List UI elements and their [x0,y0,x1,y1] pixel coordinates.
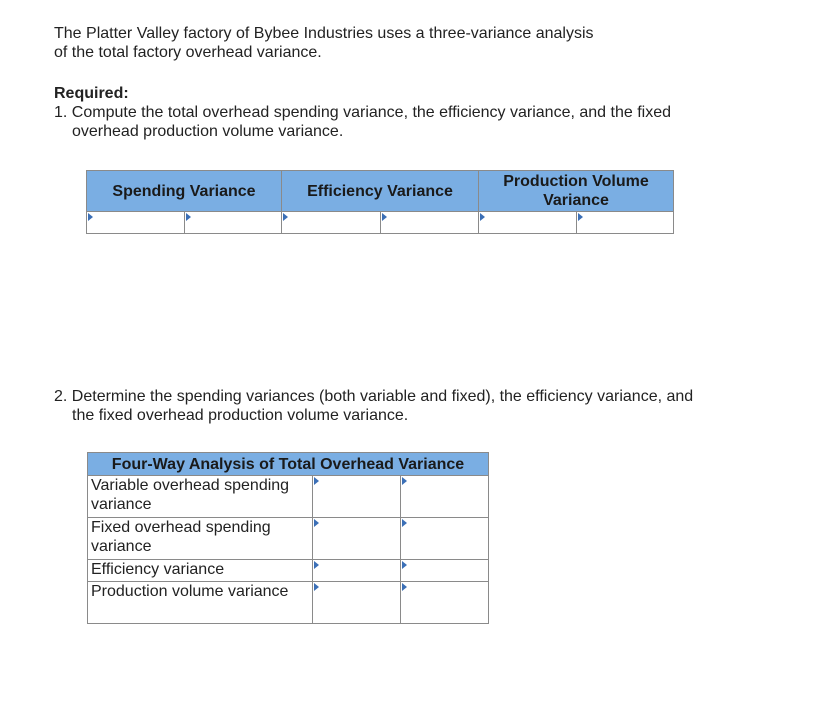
fixed-overhead-spending-type-input[interactable] [401,518,489,560]
header-spending-variance: Spending Variance [87,171,282,212]
row-label-variable-overhead-spending: Variable overhead spending variance [88,476,313,518]
three-variance-table [86,170,674,234]
efficiency-variance-amount-input[interactable] [282,212,381,234]
production-volume-variance-amount-input[interactable] [479,212,577,234]
dropdown-marker-icon [382,213,387,221]
row-label-fixed-overhead-spending: Fixed overhead spending variance [88,518,313,560]
efficiency-variance-type-input[interactable] [380,212,479,234]
question-2: 2. Determine the spending variances (both variable and fixed), the efficiency variance, and the fixed overhead production volume variance. [54,388,694,424]
four-way-analysis-table [87,452,489,624]
dropdown-marker-icon [314,477,319,485]
efficiency-variance-amount-input-2[interactable] [313,560,401,582]
dropdown-marker-icon [480,213,485,221]
dropdown-marker-icon [314,583,319,591]
variable-overhead-spending-type-input[interactable] [401,476,489,518]
dropdown-marker-icon [314,561,319,569]
required-heading: Required: [54,85,129,102]
row-label-production-volume-variance: Production volume variance [88,582,313,624]
dropdown-marker-icon [402,519,407,527]
production-volume-variance-type-input-2[interactable] [401,582,489,624]
dropdown-marker-icon [186,213,191,221]
production-volume-variance-type-input[interactable] [576,212,674,234]
dropdown-marker-icon [402,583,407,591]
row-label-efficiency-variance: Efficiency variance [88,560,313,582]
dropdown-marker-icon [283,213,288,221]
fixed-overhead-spending-amount-input[interactable] [313,518,401,560]
dropdown-marker-icon [88,213,93,221]
dropdown-marker-icon [578,213,583,221]
header-efficiency-variance: Efficiency Variance [282,171,479,212]
dropdown-marker-icon [314,519,319,527]
dropdown-marker-icon [402,477,407,485]
spending-variance-type-input[interactable] [184,212,282,234]
spending-variance-amount-input[interactable] [87,212,185,234]
efficiency-variance-type-input-2[interactable] [401,560,489,582]
dropdown-marker-icon [402,561,407,569]
intro-line-1: The Platter Valley factory of Bybee Industries uses a three-variance analysis [54,25,594,42]
four-way-table-title: Four-Way Analysis of Total Overhead Variance [88,453,489,476]
intro-line-2: of the total factory overhead variance. [54,44,322,61]
question-container [54,24,774,141]
variable-overhead-spending-amount-input[interactable] [313,476,401,518]
question-1: 1. Compute the total overhead spending variance, the efficiency variance, and the fixed overhead production volume variance. [54,104,671,140]
production-volume-variance-amount-input-2[interactable] [313,582,401,624]
header-production-volume-variance: Production Volume Variance [479,171,674,212]
intro-text [54,24,694,62]
